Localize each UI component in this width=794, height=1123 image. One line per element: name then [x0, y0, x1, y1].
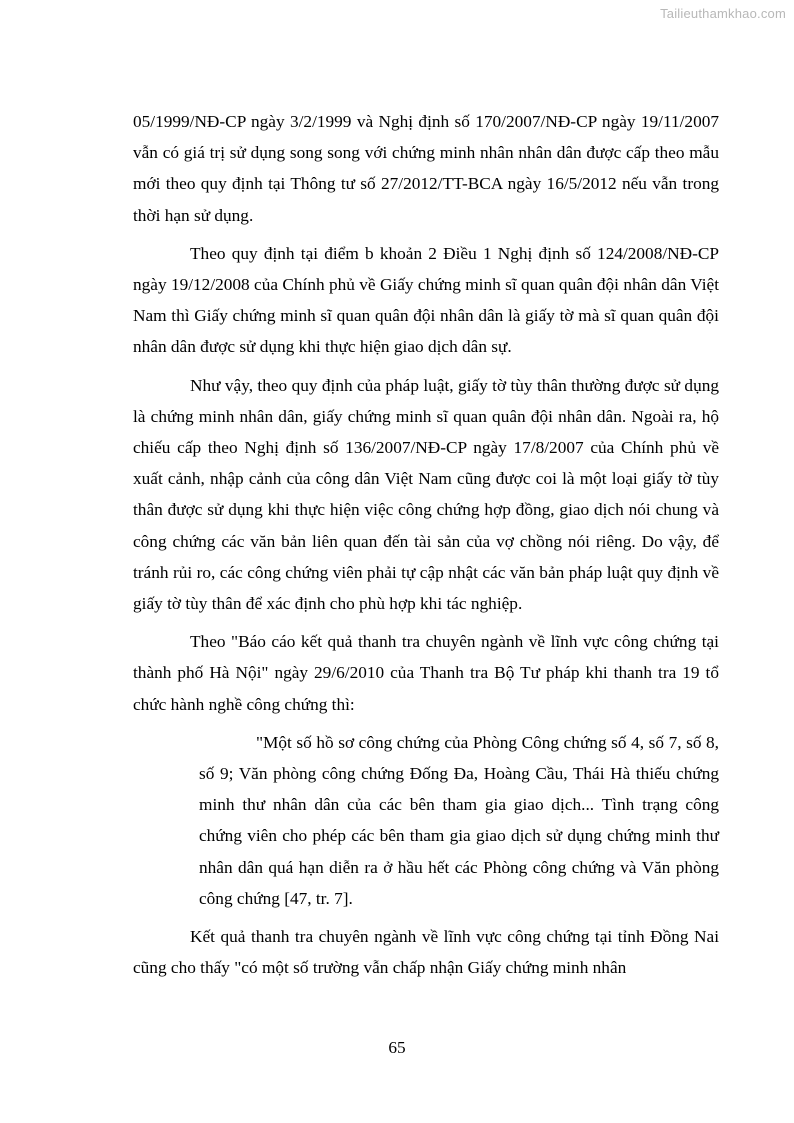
- paragraph-continuation: 05/1999/NĐ-CP ngày 3/2/1999 và Nghị định số 170/2007/NĐ-CP ngày 19/11/2007 vẫn có giá trị sử dụng song song với chứng minh nhân nhân dân được cấp theo mẫu mới theo quy định tại Thông tư số 27/2012/TT-BCA ngày 16/5/2012 nếu vẫn trong thời hạn sử dụng.: [133, 112, 719, 225]
- paragraph-dong-nai: Kết quả thanh tra chuyên ngành về lĩnh vực công chứng tại tỉnh Đồng Nai cũng cho thấy "có một số trường vẫn chấp nhận Giấy chứng minh nhân: [133, 927, 719, 978]
- page-number: 65: [388, 1038, 406, 1057]
- paragraph-inspection-report: Theo "Báo cáo kết quả thanh tra chuyên ngành về lĩnh vực công chứng tại thành phố Hà Nội" ngày 29/6/2010 của Thanh tra Bộ Tư pháp khi thanh tra 19 tổ chức hành nghề công chứng thì:: [133, 632, 719, 714]
- paragraph-identity-papers: Như vậy, theo quy định của pháp luật, giấy tờ tùy thân thường được sử dụng là chứng minh nhân dân, giấy chứng minh sĩ quan quân đội nhân dân. Ngoài ra, hộ chiếu cấp theo Nghị định số 136/2007/NĐ-CP ngày 17/8/2007 của Chính phủ về xuất cảnh, nhập cảnh của công dân Việt Nam cũng được coi là một loại giấy tờ tùy thân được sử dụng khi thực hiện việc công chứng hợp đồng, giao dịch nói chung và công chứng các văn bản liên quan đến tài sản của vợ chồng nói riêng. Do vậy, để tránh rủi ro, các công chứng viên phải tự cập nhật các văn bản pháp luật quy định về giấy tờ tùy thân để xác định cho phù hợp khi tác nghiệp.: [133, 375, 719, 614]
- paragraph-officer-id: Theo quy định tại điểm b khoản 2 Điều 1 Nghị định số 124/2008/NĐ-CP ngày 19/12/2008 của Chính phủ về Giấy chứng minh sĩ quan quân đội nhân dân Việt Nam thì Giấy chứng minh sĩ quan quân đội nhân dân là giấy tờ mà sĩ quan quân đội nhân dân được sử dụng khi thực hiện giao dịch dân sự.: [133, 243, 719, 357]
- block-quote: "Một số hồ sơ công chứng của Phòng Công chứng số 4, số 7, số 8, số 9; Văn phòng công chứng Đống Đa, Hoàng Cầu, Thái Hà thiếu chứng minh thư nhân dân của các bên tham gia giao dịch... Tình trạng công chứng viên cho phép các bên tham gia giao dịch sử dụng chứng minh thư nhân dân quá hạn diễn ra ở hầu hết các Phòng công chứng và Văn phòng công chứng [47, tr. 7].: [199, 732, 719, 908]
- watermark-text: Tailieuthamkhao.com: [660, 6, 786, 21]
- document-body: [133, 106, 719, 990]
